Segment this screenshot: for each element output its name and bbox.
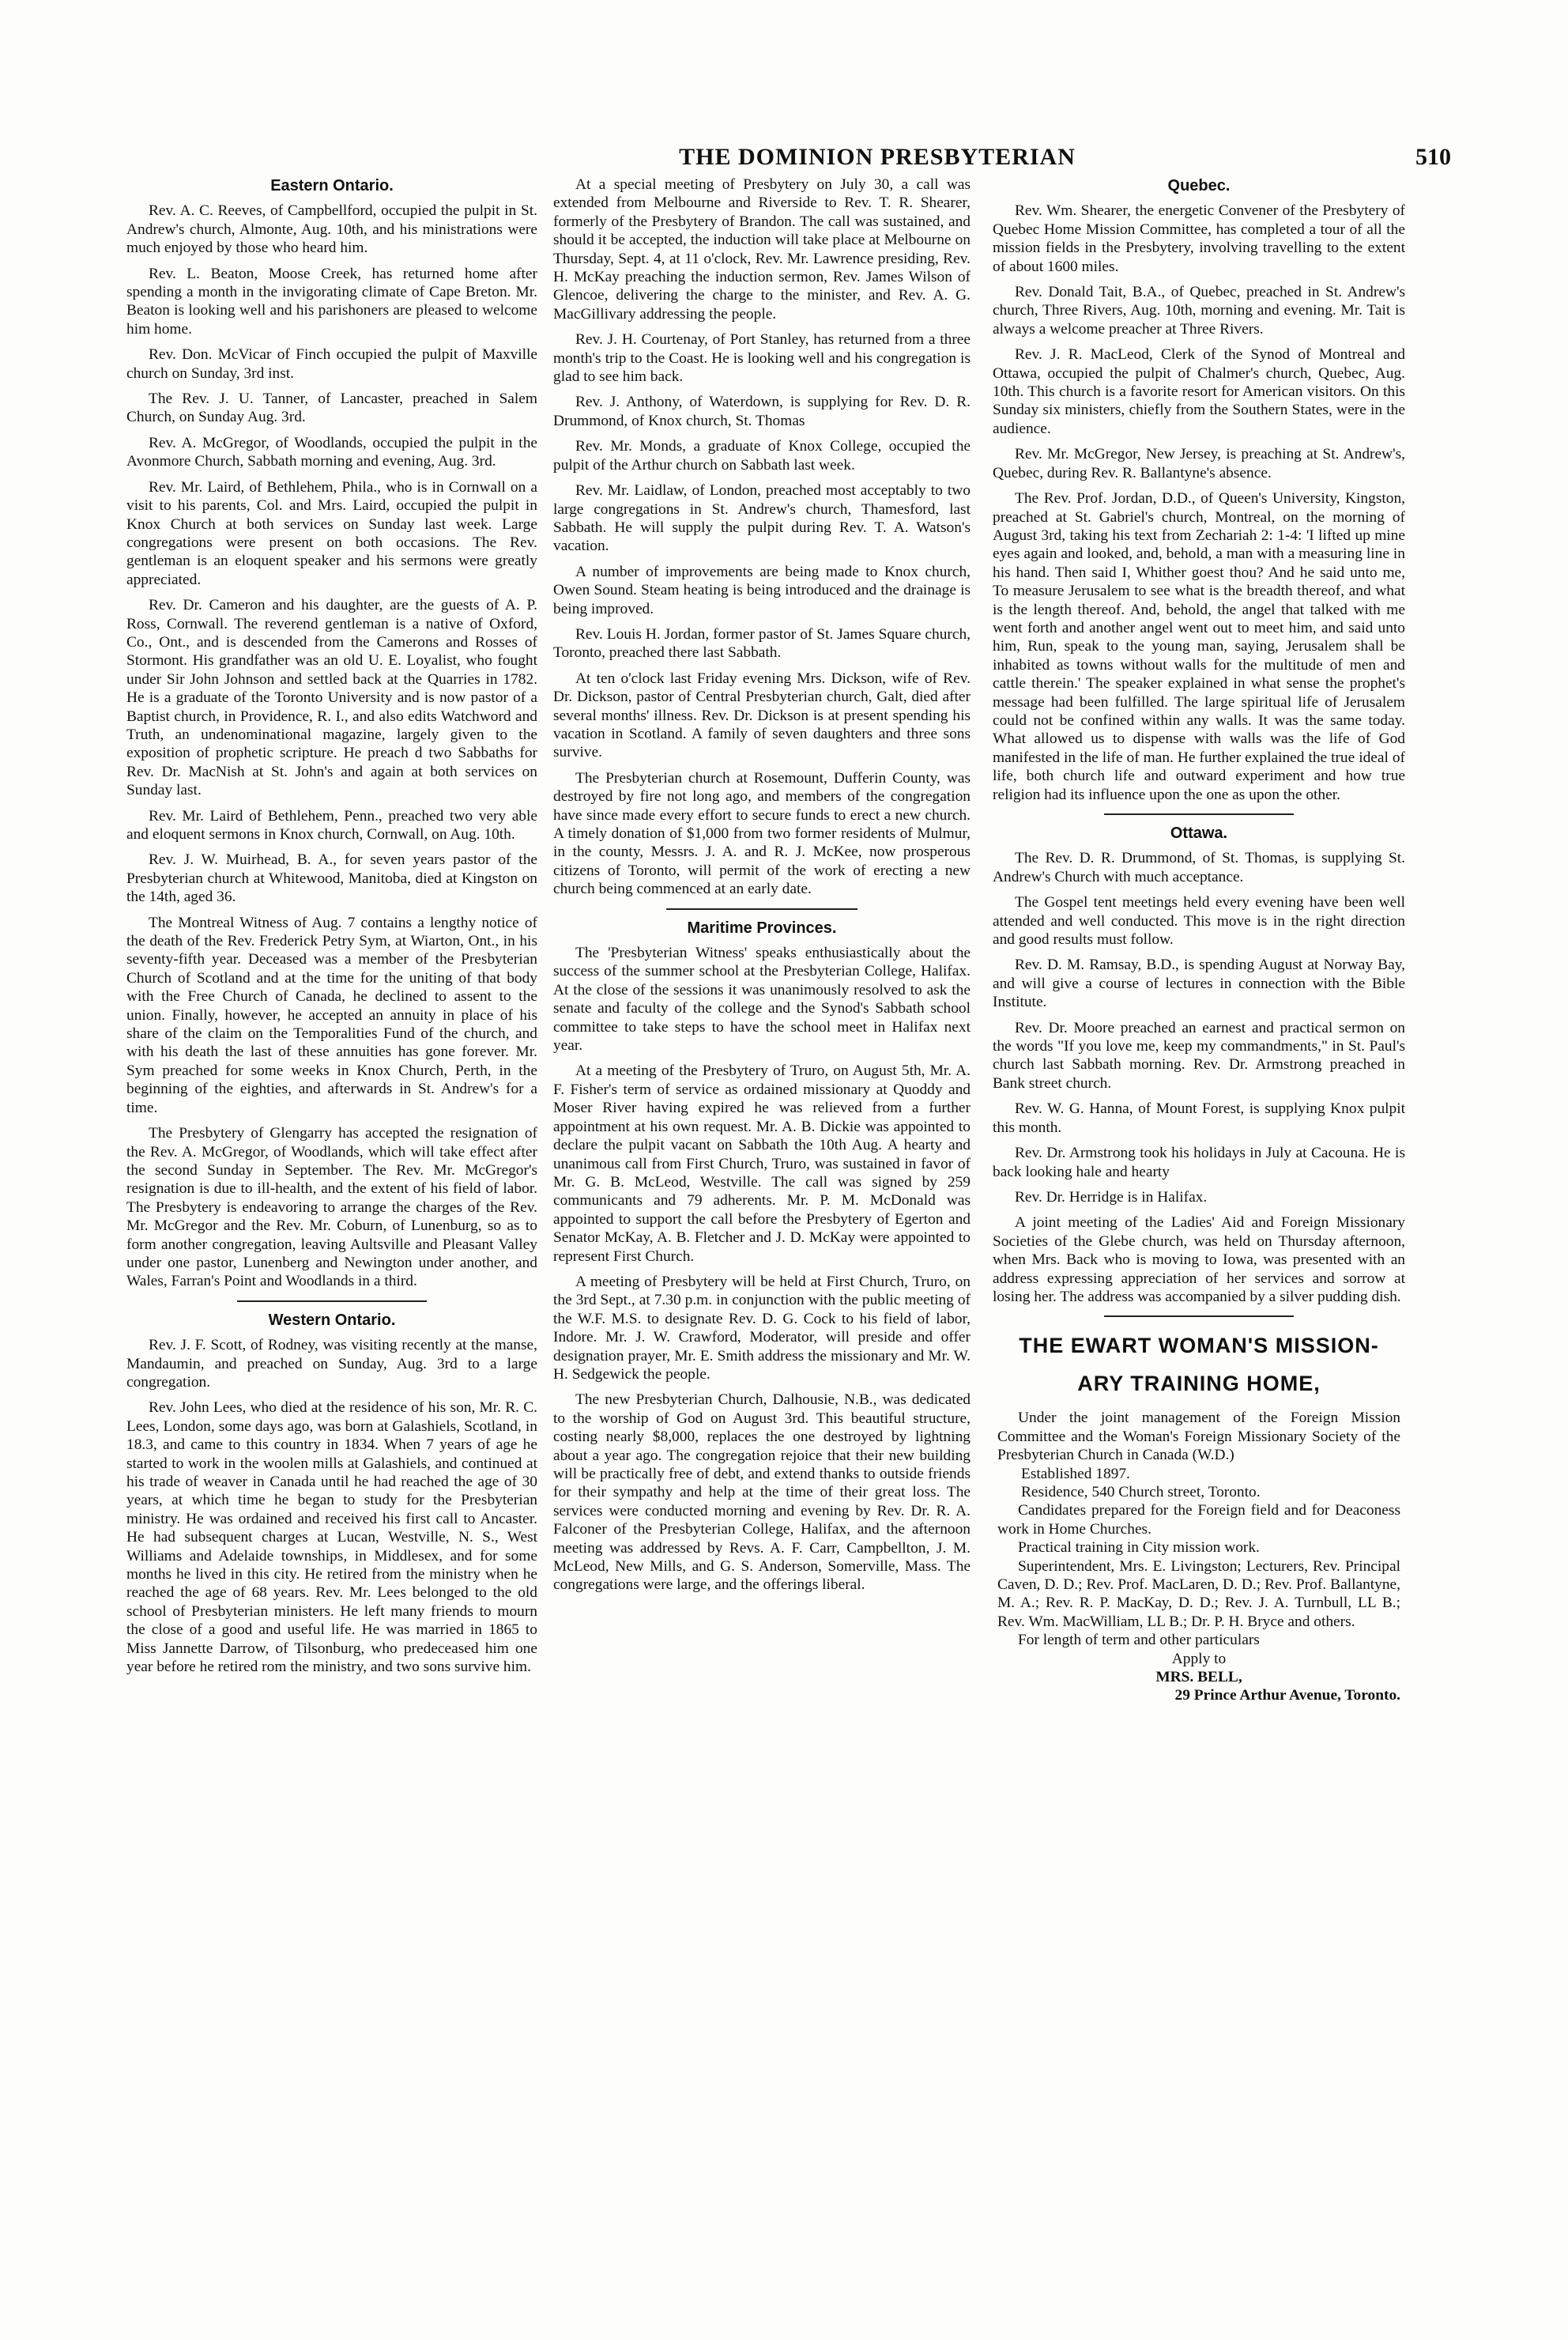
news-item: Rev. Dr. Moore preached an earnest and practical sermon on the words "If you love me, keep my commandments," in St. Paul's church last Sabbath morning. Rev. Dr. Armstrong preached in Bank street church. [993,1019,1405,1092]
ad-line: For length of term and other particulars [1018,1632,1260,1649]
ad-line: Under the joint management of the Foreign Mission Committee and the Woman's Foreign Missionary Society of the Presbyterian Church in Canada (W.D.) [997,1410,1400,1464]
news-item: The Gospel tent meetings held every evening have been well attended and well conducted. This move is in the right direction and good results must follow. [993,894,1405,949]
news-item: Rev. John Lees, who died at the residence of his son, Mr. R. C. Lees, London, some days ago, was born at Galashiels, Scotland, in 18.3, and came to this country in 1834. When 7 years of age he started to work in the woolen mills at Galashiels, and continued at his trade of weaver in Canada until he had reached the age of 30 years, at which time he began to study for the Presbyterian ministry. He was ordained and received his first call to Ancaster. He had subsequent charges at Lucan, Westville, N. S., West Williams and Adelaide townships, in Middlesex, and for some months he lived in this city. He retired from the ministry when he reached the age of 68 years. Rev. Mr. Lees belonged to the old school of Presbyterian ministers. He left many friends to mourn the close of a good and useful life. He was married in 1865 to Miss Jannette Darrow, of Tilsonburg, who predeceased him one year before he retired rom the ministry, and two sons survive him. [126,1399,537,1676]
news-item: Rev. Mr. Laird of Bethlehem, Penn., preached two very able and eloquent sermons in Knox church, Cornwall, on Aug. 10th. [126,807,537,843]
news-item: At a special meeting of Presbytery on July 30, a call was extended from Melbourne and Riverside to Rev. T. R. Shearer, formerly of the Presbytery of Brandon. The call was sustained, and should it be accepted, the induction will take place at Melbourne on Thursday, Sept. 4, at 11 o'clock, Rev. Mr. Lawrence presiding, Rev. H. McKay preaching the induction sermon, Rev. James Wilson of Glencoe, delivering the charge to the minister, and Rev. A. G. MacGillivary addressing the people. [553,176,971,323]
news-item: Rev. A. C. Reeves, of Campbellford, occupied the pulpit in St. Andrew's church, Almonte, Aug. 10th, and his ministrations were much enjoyed by those who heard him. [126,202,537,257]
news-item: Rev. J. F. Scott, of Rodney, was visiting recently at the manse, Mandaumin, and preached on Sunday, Aug. 3rd to a large congregation. [126,1337,537,1391]
column-middle [553,176,971,1602]
ad-line: Apply to [1171,1650,1227,1667]
news-item: Rev. Dr. Cameron and his daughter, are the guests of A. P. Ross, Cornwall. The reverend gentleman is a native of Oxford, Co., Ont., and is descended from the Camerons and Rosses of Stormont. His grandfather was an old U. E. Loyalist, who fought under Sir John Johnson and settled back at the Quarries in 1782. He is a graduate of the Toronto University and is now pastor of a Baptist church, in Providence, R. I., and also edits Watchword and Truth, an undenominational magazine, largely given to the exposition of prophetic scripture. He preach d two Sabbaths for Rev. Dr. MacNish at St. John's and again at both services on Sunday last. [126,597,537,799]
ad-line: Superintendent, Mrs. E. Livingston; Lecturers, Rev. Principal Caven, D. D.; Rev. Prof. MacLaren, D. D.; Rev. Prof. Ballantyne, M. A.; Rev. R. P. MacKay, D. D.; Rev. J. A. Turnbull, LL B.; Rev. Wm. MacWilliam, LL B.; Dr. P. H. Bryce and others. [997,1557,1400,1630]
section-heading-ottawa: Ottawa. [1170,825,1228,842]
news-item: The Presbyterian church at Rosemount, Dufferin County, was destroyed by fire not long ago, and members of the congregation have since made every effort to secure funds to erect a new church. A timely donation of $1,000 from two former residents of Mulmur, in the county, Messrs. J. A. and R. J. McKee, now prosperous citizens of Toronto, will permit of the work of erecting a new church being commenced at an early date. [553,769,971,898]
news-item: Rev. Mr. Laidlaw, of London, preached most acceptably to two large congregations in St. Andrew's church, Thamesford, last Sabbath. He will supply the pulpit during Rev. T. A. Watson's vacation. [553,482,971,555]
news-item: Rev. J. Anthony, of Waterdown, is supplying for Rev. D. R. Drummond, of Knox church, St. Thomas [553,394,971,429]
news-item: A meeting of Presbytery will be held at First Church, Truro, on the 3rd Sept., at 7.30 p.m. in conjunction with the public meeting of the W.F. M.S. to designate Rev. D. G. Cock to his field of labor, Indore. Mr. J. W. Crawford, Moderator, will preside and offer designation prayer, Mr. E. Smith address the missionary and Mr. W. H. Sedgewick the people. [553,1273,971,1383]
news-item: Rev. Mr. Laird, of Bethlehem, Phila., who is in Cornwall on a visit to his parents, Col. and Mrs. Laird, occupied the pulpit in Knox Church at both services on Sunday last week. Large congregations were present on both occasions. The Rev. gentleman is an eloquent speaker and his sermons were greatly appreciated. [126,478,537,588]
news-item: Rev. J. R. MacLeod, Clerk of the Synod of Montreal and Ottawa, occupied the pulpit of Chalmer's church, Quebec, Aug. 10th. This church is a favorite resort for American visitors. On this Sunday six ministers, chiefly from the Southern States, were in the audience. [993,346,1405,437]
column-left [126,176,537,1683]
news-item: Rev. J. W. Muirhead, B. A., for seven years pastor of the Presbyterian church at Whitewood, Manitoba, died at Kingston on the 14th, aged 36. [126,851,537,906]
news-item: Rev. Mr. McGregor, New Jersey, is preaching at St. Andrew's, Quebec, during Rev. R. Ballantyne's absence. [993,446,1405,481]
news-item: Rev. Mr. Monds, a graduate of Knox College, occupied the pulpit of the Arthur church on Sabbath last week. [553,438,971,474]
section-heading-maritime-provinces: Maritime Provinces. [687,919,837,937]
ad-line: Established 1897. [1021,1465,1130,1482]
news-item: A joint meeting of the Ladies' Aid and Foreign Missionary Societies of the Glebe church, was held on Thursday afternoon, when Mrs. Back who is moving to Iowa, was presented with an address expressing appreciation of her services and sorrow at losing her. The address was accompanied by a silver pudding dish. [993,1214,1405,1305]
news-item: Rev. Dr. Armstrong took his holidays in July at Cacouna. He is back looking hale and hearty [993,1145,1405,1180]
advertisement [993,1327,1405,1705]
news-item: The Rev. Prof. Jordan, D.D., of Queen's University, Kingston, preached at St. Gabriel's church, Montreal, on the morning of August 3rd, taking his text from Zechariah 2: 1-4: 'I lifted up mine eyes again and looked, and, behold, a man with a measuring line in his hand. Then said I, Whither goest thou? And he said unto me, To measure Jerusalem to see what is the breadth thereof, and what is the length thereof. And, behold, the angel that talked with me went forth and another angel went out to meet him, and said unto him, Run, speak to the young man, saying, Jerusalem shall be inhabited as towns without walls for the multitude of men and cattle therein.' The speaker explained in what sense the prophet's message had been fulfilled. The large spiritual life of Jerusalem could not be confined within any walls. It was the same today. What allowed us to dispense with walls was the life of God manifested in the life of man. He further explained the true ideal of life, both church life and outward experiment and how true religion had its influence upon the one as upon the other. [993,490,1405,803]
news-item: The Montreal Witness of Aug. 7 contains a lengthy notice of the death of the Rev. Frederick Petry Sym, at Wiarton, Ont., in his seventy-fifth year. Deceased was a member of the Presbyterian Church of Scotland and at the time for the uniting of that body with the Free Church of Canada, he declined to assent to the union. Finally, however, he accepted an annuity in place of his share of the claim on the Temporalities Fund of the church, and with his death the last of these annuities has gone forever. Mr. Sym preached for some weeks in Knox Church, Perth, in the beginning of the eighties, and afterwards in St. Andrew's for a time. [126,914,537,1116]
news-item: Rev. Louis H. Jordan, former pastor of St. James Square church, Toronto, preached there last Sabbath. [553,625,971,662]
news-item: Rev. J. H. Courtenay, of Port Stanley, has returned from a three month's trip to the Coast. He is looking well and his congregation is glad to see him back. [553,331,971,386]
news-item: A number of improvements are being made to Knox church, Owen Sound. Steam heating is being introduced and the drainage is being improved. [553,563,971,617]
page-number: 510 [1415,144,1451,170]
section-divider [1104,813,1294,815]
news-item: The Presbytery of Glengarry has accepted the resignation of the Rev. A. McGregor, of Woodlands, which will take effect after the second Sunday in September. The Rev. Mr. McGregor's resignation is due to ill-health, and the extent of his field of labor. The Presbytery is endeavoring to arrange the charges of the Rev. Mr. McGregor and the Rev. Mr. Coburn, of Lunenburg, so as to form another congregation, leaving Aultsville and Pleasant Valley under one pastor, Lunenberg and Newington under another, and Wales, Farran's Point and Woodlands in a third. [126,1125,537,1290]
ad-line: Residence, 540 Church street, Toronto. [1021,1483,1261,1500]
section-divider [666,908,858,910]
ad-contact-address: 29 Prince Arthur Avenue, Toronto. [1174,1687,1400,1704]
news-item: At a meeting of the Presbytery of Truro, on August 5th, Mr. A. F. Fisher's term of service as ordained missionary at Quoddy and Moser River having expired he was relieved from a further appointment at his own request. Mr. A. B. Dickie was appointed to declare the pulpit vacant on Sabbath the 10th Aug. A hearty and unanimous call from First Church, Truro, was sustained in favor of Mr. G. B. McLeod, Westville. The call was signed by 259 communicants and 79 adherents. Mr. P. M. McDonald was appointed to support the call before the Presbytery of Egerton and Senator McKay, A. B. Fletcher and J. D. McKay were appointed to represent First Church. [553,1062,971,1265]
news-item: Rev. Dr. Herridge is in Halifax. [1015,1188,1208,1206]
section-divider [1104,1315,1294,1317]
advertisement-title: THE EWART WOMAN'S MISSION- ARY TRAINING HOME, [1019,1334,1379,1396]
news-item: The new Presbyterian Church, Dalhousie, N.B., was dedicated to the worship of God on August 3rd. This beautiful structure, costing nearly $8,000, replaces the one destroyed by lightning about a year ago. The congregation rejoice that their new building will be practically free of debt, and extend thanks to outside friends for their sympathy and help at the time of their great loss. The services were conducted morning and evening by Rev. Dr. R. A. Falconer of the Presbyterian College, Halifax, and the afternoon meeting was addressed by Revs. A. F. Carr, Campbellton, J. M. McLeod, New Mills, and G. S. Anderson, Somerville, Mass. The congregations were large, and the offerings liberal. [553,1391,971,1594]
news-item: Rev. W. G. Hanna, of Mount Forest, is supplying Knox pulpit this month. [993,1100,1405,1136]
news-item: Rev. Don. McVicar of Finch occupied the pulpit of Maxville church on Sunday, 3rd inst. [126,346,537,382]
ad-contact-name: MRS. BELL, [1155,1669,1242,1686]
news-item: The Rev. D. R. Drummond, of St. Thomas, is supplying St. Andrew's Church with much acceptance. [993,850,1405,885]
news-item: Rev. A. McGregor, of Woodlands, occupied the pulpit in the Avonmore Church, Sabbath morning and evening, Aug. 3rd. [126,434,537,470]
news-item: Rev. L. Beaton, Moose Creek, has returned home after spending a month in the invigorating climate of Cape Breton. Mr. Beaton is looking well and his parishoners are pleased to welcome him home. [126,265,537,338]
news-item: Rev. Donald Tait, B.A., of Quebec, preached in St. Andrew's church, Three Rivers, Aug. 10th, morning and evening. Mr. Tait is always a welcome preacher at Three Rivers. [993,284,1405,338]
masthead-title: THE DOMINION PRESBYTERIAN [679,144,1076,170]
ad-line: Candidates prepared for the Foreign field and for Deaconess work in Home Churches. [997,1502,1400,1538]
section-heading-quebec: Quebec. [1167,177,1231,194]
news-item: The 'Presbyterian Witness' speaks enthusiastically about the success of the summer school at the Presbyterian College, Halifax. At the close of the sessions it was unanimously resolved to ask the senate and faculty of the college and the Synod's Sabbath school committee to take steps to have the school meet in Halifax next year. [553,945,971,1055]
section-heading-western-ontario: Western Ontario. [268,1311,396,1329]
news-item: Rev. D. M. Ramsay, B.D., is spending August at Norway Bay, and will give a course of lectures in connection with the Bible Institute. [993,957,1405,1011]
section-heading-eastern-ontario: Eastern Ontario. [270,177,394,194]
news-item: The Rev. J. U. Tanner, of Lancaster, preached in Salem Church, on Sunday Aug. 3rd. [126,391,537,426]
news-item: Rev. Wm. Shearer, the energetic Convener of the Presbytery of Quebec Home Mission Committee, has completed a tour of all the mission fields in the Presbytery, involving travelling to the extent of about 1600 miles. [993,202,1405,275]
news-item: At ten o'clock last Friday evening Mrs. Dickson, wife of Rev. Dr. Dickson, pastor of Central Presbyterian church, Galt, died after several months' illness. Rev. Dr. Dickson is at present spending his vacation in Scotland. A family of seven daughters and three sons survive. [553,670,971,761]
ad-line: Practical training in City mission work. [1018,1539,1260,1557]
column-right [993,176,1405,1705]
advertisement-body [993,1409,1405,1705]
section-divider [237,1300,426,1302]
